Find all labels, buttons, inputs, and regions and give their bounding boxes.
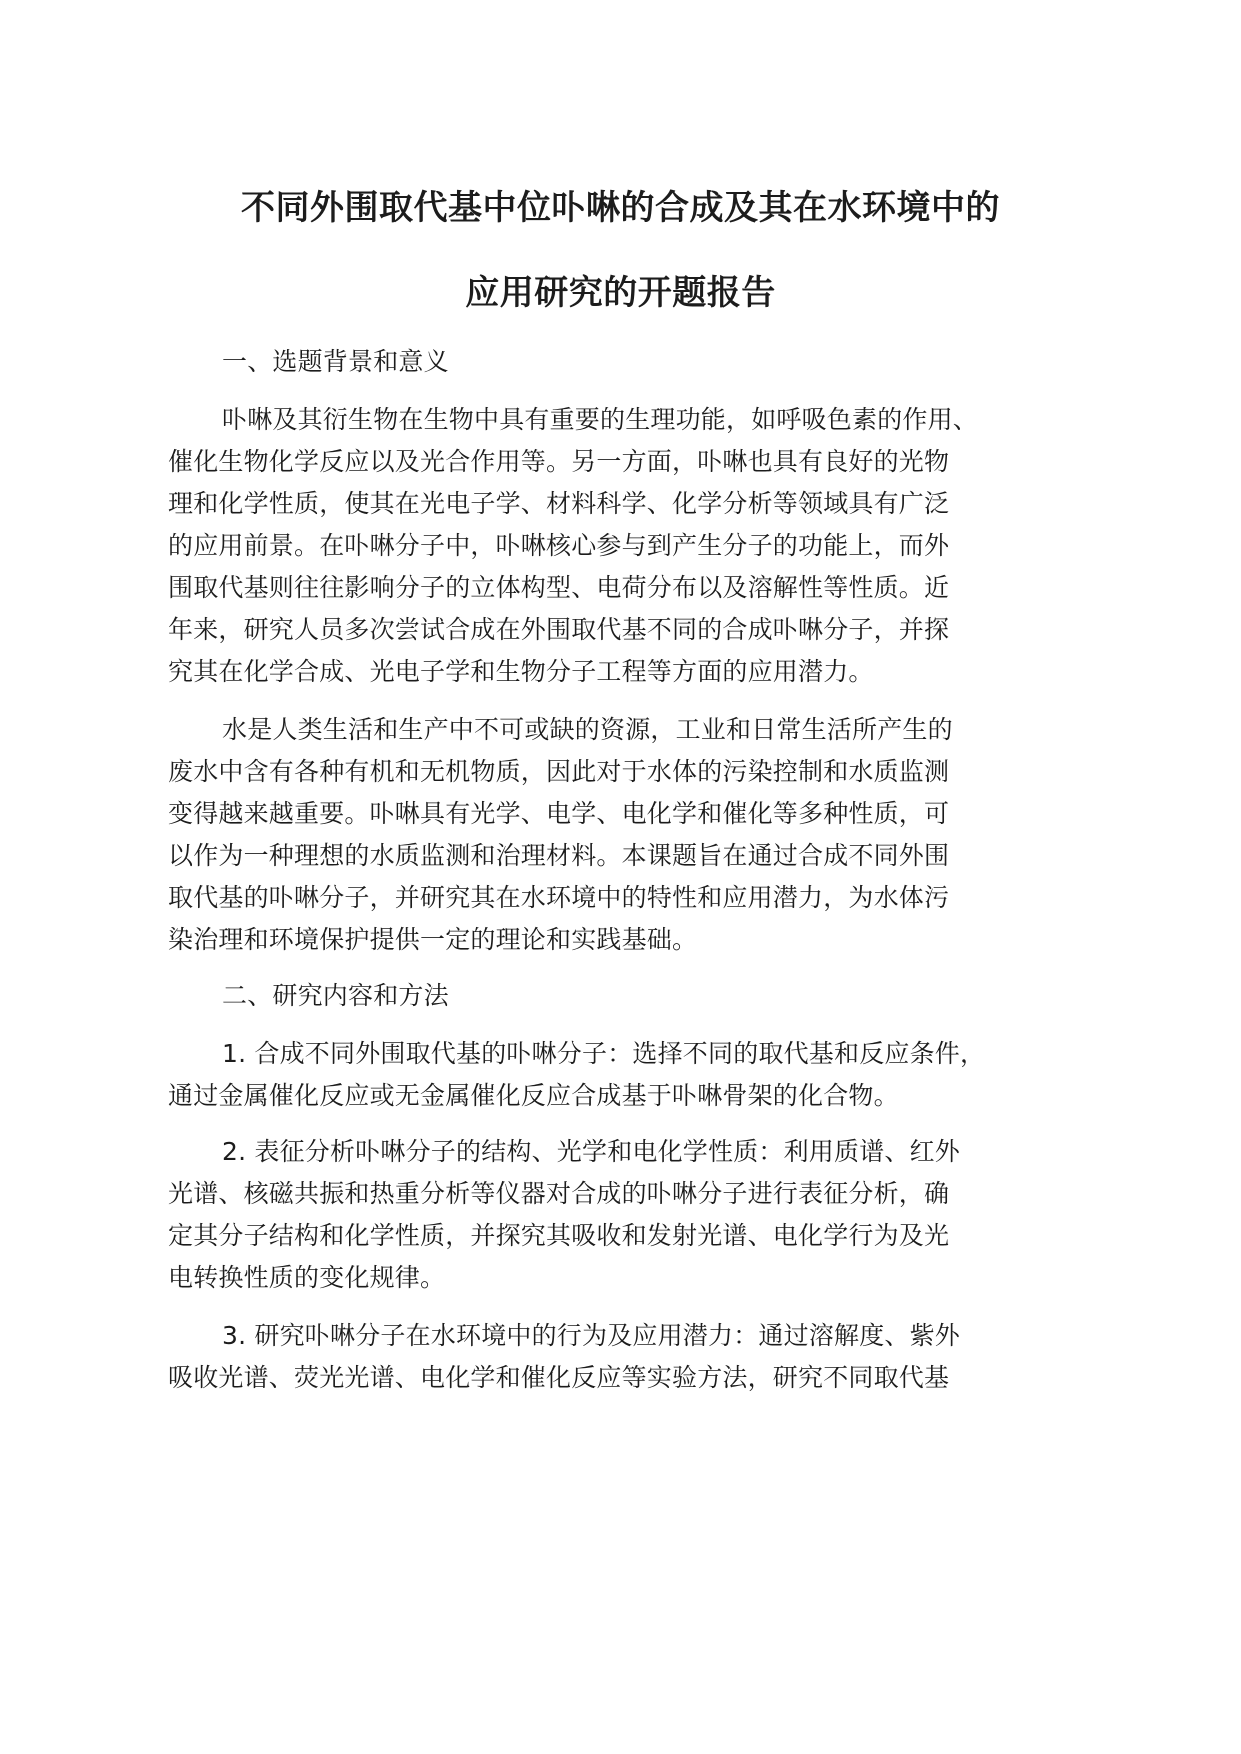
item-3-line-1: 3. 研究卟啉分子在水环境中的行为及应用潜力：通过溶解度、紫外 [222, 1321, 961, 1350]
para-1-line-7: 究其在化学合成、光电子学和生物分子工程等方面的应用潜力。 [168, 657, 874, 686]
para-1-line-1: 卟啉及其衍生物在生物中具有重要的生理功能，如呼吸色素的作用、 [222, 405, 979, 434]
para-2-line-6: 染治理和环境保护提供一定的理论和实践基础。 [168, 925, 698, 954]
section-2-heading: 二、研究内容和方法 [222, 981, 449, 1010]
para-2-line-3: 变得越来越重要。卟啉具有光学、电学、电化学和催化等多种性质，可 [168, 799, 950, 828]
para-1-line-6: 年来，研究人员多次尝试合成在外围取代基不同的合成卟啉分子，并探 [168, 615, 950, 644]
para-1-line-5: 围取代基则往往影响分子的立体构型、电荷分布以及溶解性等性质。近 [168, 573, 950, 602]
item-1-line-2: 通过金属催化反应或无金属催化反应合成基于卟啉骨架的化合物。 [168, 1081, 899, 1110]
item-2-line-3: 定其分子结构和化学性质，并探究其吸收和发射光谱、电化学行为及光 [168, 1221, 950, 1250]
item-2-line-1: 2. 表征分析卟啉分子的结构、光学和电化学性质：利用质谱、红外 [222, 1137, 961, 1166]
section-1-heading: 一、选题背景和意义 [222, 347, 449, 376]
para-2-line-4: 以作为一种理想的水质监测和治理材料。本课题旨在通过合成不同外围 [168, 841, 950, 870]
item-3-line-2: 吸收光谱、荧光光谱、电化学和催化反应等实验方法，研究不同取代基 [168, 1363, 950, 1392]
title-line-1: 不同外围取代基中位卟啉的合成及其在水环境中的 [241, 188, 1000, 228]
para-2-line-5: 取代基的卟啉分子，并研究其在水环境中的特性和应用潜力，为水体污 [168, 883, 950, 912]
title-line-2: 应用研究的开题报告 [465, 273, 776, 313]
para-1-line-2: 催化生物化学反应以及光合作用等。另一方面，卟啉也具有良好的光物 [168, 447, 950, 476]
item-2-line-2: 光谱、核磁共振和热重分析等仪器对合成的卟啉分子进行表征分析，确 [168, 1179, 950, 1208]
para-1-line-4: 的应用前景。在卟啉分子中，卟啉核心参与到产生分子的功能上，而外 [168, 531, 950, 560]
item-2-line-4: 电转换性质的变化规律。 [168, 1263, 446, 1292]
para-1-line-3: 理和化学性质，使其在光电子学、材料科学、化学分析等领域具有广泛 [168, 489, 950, 518]
para-2-line-1: 水是人类生活和生产中不可或缺的资源，工业和日常生活所产生的 [222, 715, 953, 744]
para-2-line-2: 废水中含有各种有机和无机物质，因此对于水体的污染控制和水质监测 [168, 757, 950, 786]
item-1-line-1: 1. 合成不同外围取代基的卟啉分子：选择不同的取代基和反应条件， [222, 1039, 986, 1068]
